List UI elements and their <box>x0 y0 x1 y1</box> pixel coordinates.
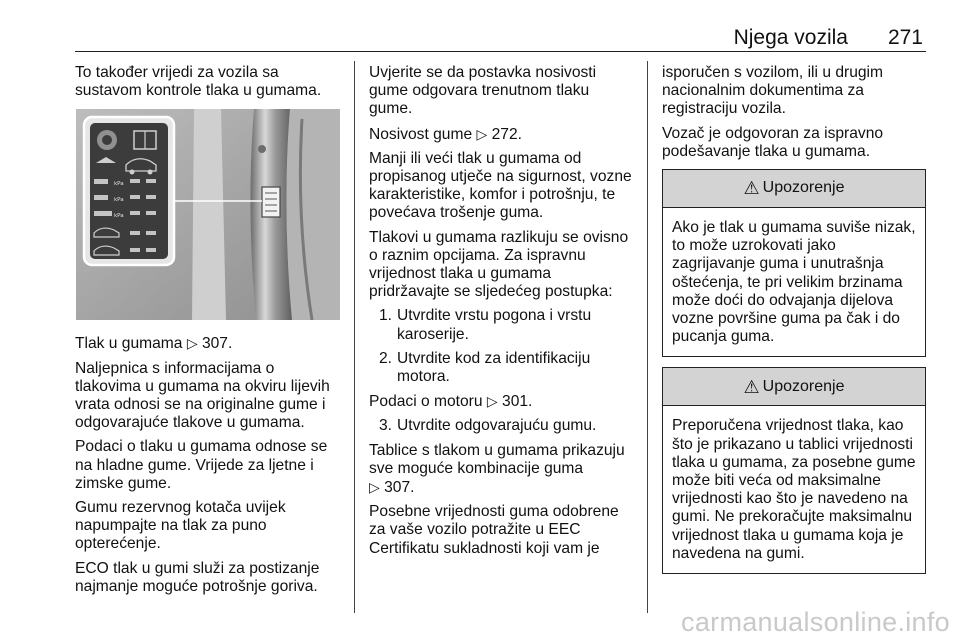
load-capacity-page-ref[interactable]: 272. <box>491 125 522 143</box>
paragraph-registration-docs: isporučen s vozilom, ili u drugim nacionalnim dokumentima za registraciju vozila. <box>662 64 883 118</box>
warning-text: Ako je tlak u gumama suviše nizak, to može uzrokovati jako zagrijavanje guma i unutrašnja oštećenja, te pri velikim brzinama može doći do odvajanja dijelova vozne površine guma pa čak i do pucanja guma. <box>672 219 916 346</box>
procedure-steps <box>369 307 633 386</box>
site-watermark: carmanualsonline.info <box>681 607 950 637</box>
paragraph-eec-certificate: Posebne vrijednosti guma odobrene za vaše vozilo potražite u EEC Certifikatu sukladnosti koji vam je <box>369 503 619 557</box>
paragraph-load-capacity: Nosivost gume ▷ 272. <box>369 125 522 143</box>
page-ref-arrow-icon: ▷ <box>476 125 488 142</box>
column-middle <box>369 64 633 564</box>
paragraph-driver-responsibility: Vozač je odgovoran za ispravno podešavanje tlaka u gumama. <box>662 124 884 160</box>
list-item: 2. Utvrdite kod za identifikaciju motora. <box>378 349 591 386</box>
caption-tire-pressure: Tlak u gumama ▷ 307. <box>75 335 233 353</box>
column-right <box>662 64 926 584</box>
list-item: 1. Utvrdite vrstu pogona i vrstu karoserije. <box>378 307 592 343</box>
paragraph-pressure-tables: Tablice s tlakom u gumama prikazuju sve moguće kombinacije guma ▷ 307. <box>369 441 625 497</box>
caption-page-ref[interactable]: 307. <box>201 335 233 353</box>
page-ref-arrow-icon: ▷ <box>186 335 198 352</box>
svg-text:kPa: kPa <box>114 197 124 204</box>
paragraph-load-setting: Uvjerite se da postavka nosivosti gume odgovara trenutnom tlaku gume. <box>369 64 597 118</box>
engine-data-ref-line: Podaci o motoru ▷ 301. <box>369 393 533 411</box>
door-frame-illustration <box>76 109 340 320</box>
paragraph-eco-pressure: ECO tlak u gumi služi za postizanje najmanje moguće potrošnje goriva. <box>75 559 320 595</box>
warning-box-low-pressure <box>662 169 926 357</box>
engine-data-page-ref[interactable]: 301. <box>502 393 533 411</box>
page-header <box>75 25 926 52</box>
warning-text: Preporučena vrijednost tlaka, kao što je prikazano u tablici vrijednosti tlaka u gumama, za posebne gume može biti veća od maksimalne vrijednosti kao što je navedeno na gumi. Ne prekoračujte maksimalnu vrijednost tlaka u gumama koja je navedena na gumi. <box>672 417 916 562</box>
list-item: 3. Utvrdite odgovarajuću gumu. <box>378 417 597 435</box>
column-divider <box>354 61 355 613</box>
warning-header: ⚠ Upozorenje <box>663 368 925 406</box>
warning-triangle-icon: ⚠ <box>743 376 760 397</box>
section-title: Njega vozila <box>733 26 848 49</box>
column-divider <box>647 61 648 613</box>
paragraph-pressure-effects: Manji ili veći tlak u gumama od propisanog utječe na sigurnost, vozne karakteristike, komfor i potrošnju, te povećava trošenje guma. <box>369 149 632 222</box>
paragraph-procedure-intro: Tlakovi u gumama razlikuju se ovisno o raznim opcijama. Za ispravnu vrijednost tlaka u gumama pridržavajte se sljedećeg postupka: <box>369 228 629 301</box>
tables-page-ref[interactable]: 307. <box>384 479 415 497</box>
tire-pressure-label-photo <box>76 109 340 320</box>
column-left <box>75 64 343 602</box>
page-ref-arrow-icon: ▷ <box>369 479 380 496</box>
svg-text:kPa: kPa <box>114 213 124 220</box>
intro-paragraph: To također vrijedi za vozila sa sustavom kontrole tlaka u gumama. <box>75 64 322 100</box>
page-number: 271 <box>887 26 923 49</box>
paragraph-cold-tires: Podaci o tlaku u gumama odnose se na hladne gume. Vrijede za ljetne i zimske gume. <box>75 438 328 492</box>
page-ref-arrow-icon: ▷ <box>486 393 498 410</box>
warning-triangle-icon: ⚠ <box>743 178 760 199</box>
paragraph-spare-wheel: Gumu rezervnog kotača uvijek napumpajte na tlak za puno opterećenje. <box>75 499 286 553</box>
paragraph-label-info: Naljepnica s informacijama o tlakovima u gumama na okviru lijevih vrata odnosi se na originalne gume i odgovarajuće tlakove u gumama. <box>75 359 330 432</box>
procedure-steps-cont <box>369 417 633 435</box>
svg-text:kPa: kPa <box>114 181 124 188</box>
warning-header: ⚠ Upozorenje <box>663 170 925 208</box>
warning-box-max-pressure <box>662 367 926 574</box>
